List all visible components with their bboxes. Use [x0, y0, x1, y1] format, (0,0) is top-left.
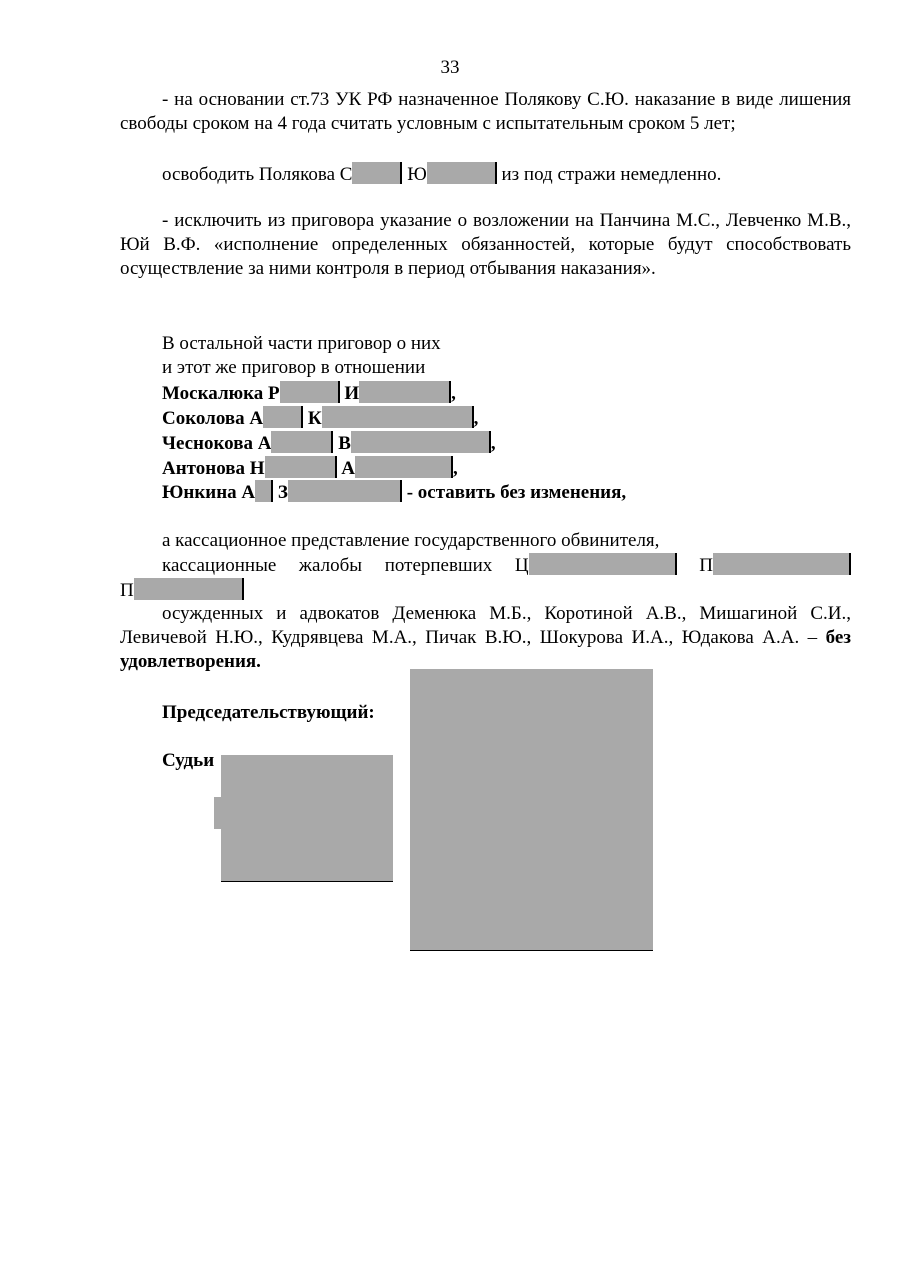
cassation-line-2 [162, 553, 851, 578]
person-end: , [473, 408, 479, 429]
release-prefix: освободить Полякова С [162, 164, 353, 185]
cassation-line-3 [120, 578, 244, 603]
convicted-text: осужденных и адвокатов Деменюка М.Б., Коротиной А.В., Мишагиной С.И., Левичевой Н.Ю., Кудрявцева М.А., Пичак В.Ю., Шокурова И.А., Юдакова А.А. – [120, 603, 851, 648]
release-mid: Ю [407, 164, 427, 185]
person-surname: Чеснокова А [162, 433, 272, 454]
cassation-initial: П [120, 580, 134, 601]
cassation-mid: П [699, 555, 714, 576]
redaction [288, 480, 402, 502]
redaction [265, 456, 337, 478]
person-end: , [451, 383, 456, 404]
cassation-text: кассационные жалобы потерпевших Ц [162, 555, 529, 576]
signature-redaction-judges-tab [214, 797, 222, 829]
redaction [352, 162, 402, 184]
cassation-line-1: а кассационное представление государственного обвинителя, [162, 530, 660, 551]
page-number: 33 [440, 57, 460, 78]
redaction [322, 406, 474, 428]
release-line [162, 162, 721, 187]
paragraph-suspended-sentence: - на основании ст.73 УК РФ назначенное Полякову С.Ю. наказание в виде лишения свободы сроком на 4 года считать условным с испытательным сроком 5 лет; [120, 89, 851, 134]
signature-redaction-judges [221, 755, 393, 882]
redaction [134, 578, 244, 600]
redaction [427, 162, 497, 184]
person-initial: З [273, 482, 288, 503]
rest-line-1: В остальной части приговор о них [162, 333, 441, 354]
redaction [271, 431, 333, 453]
redaction [359, 381, 451, 403]
redaction [263, 406, 303, 428]
presiding-label: Председательствующий: [162, 702, 375, 723]
person-initial: А [336, 458, 355, 479]
person-initial: В [333, 433, 351, 454]
redaction [529, 553, 677, 575]
judges-label: Судьи [162, 750, 215, 771]
redaction [355, 456, 453, 478]
person-line [162, 381, 456, 406]
person-surname: Соколова А [162, 408, 264, 429]
release-suffix: из под стражи немедленно. [496, 164, 722, 185]
person-line [162, 456, 458, 481]
redaction [255, 480, 273, 502]
person-end: - оставить без изменения, [401, 482, 627, 503]
person-surname: Москалюка Р [162, 383, 280, 404]
person-initial: И [339, 383, 360, 404]
redaction [351, 431, 491, 453]
paragraph-convicted [120, 602, 851, 674]
person-line [162, 480, 626, 505]
rest-line-2: и этот же приговор в отношении [162, 357, 426, 378]
person-end: , [453, 458, 458, 479]
signature-redaction-presiding [410, 669, 653, 951]
person-end: , [490, 433, 496, 454]
person-line [162, 406, 478, 431]
redaction [280, 381, 340, 403]
person-initial: К [303, 408, 322, 429]
paragraph-exclusion: - исключить из приговора указание о возложении на Панчина М.С., Левченко М.В., Юй В.Ф. «исполнение определенных обязанностей, которые будут способствовать осуществление за ними контроля в период отбывания наказания». [120, 210, 851, 279]
person-line [162, 431, 496, 456]
person-surname: Юнкина А [162, 482, 256, 503]
redaction [713, 553, 851, 575]
person-surname: Антонова Н [162, 458, 265, 479]
convicted-verdict: без удовлетворения. [120, 627, 851, 672]
